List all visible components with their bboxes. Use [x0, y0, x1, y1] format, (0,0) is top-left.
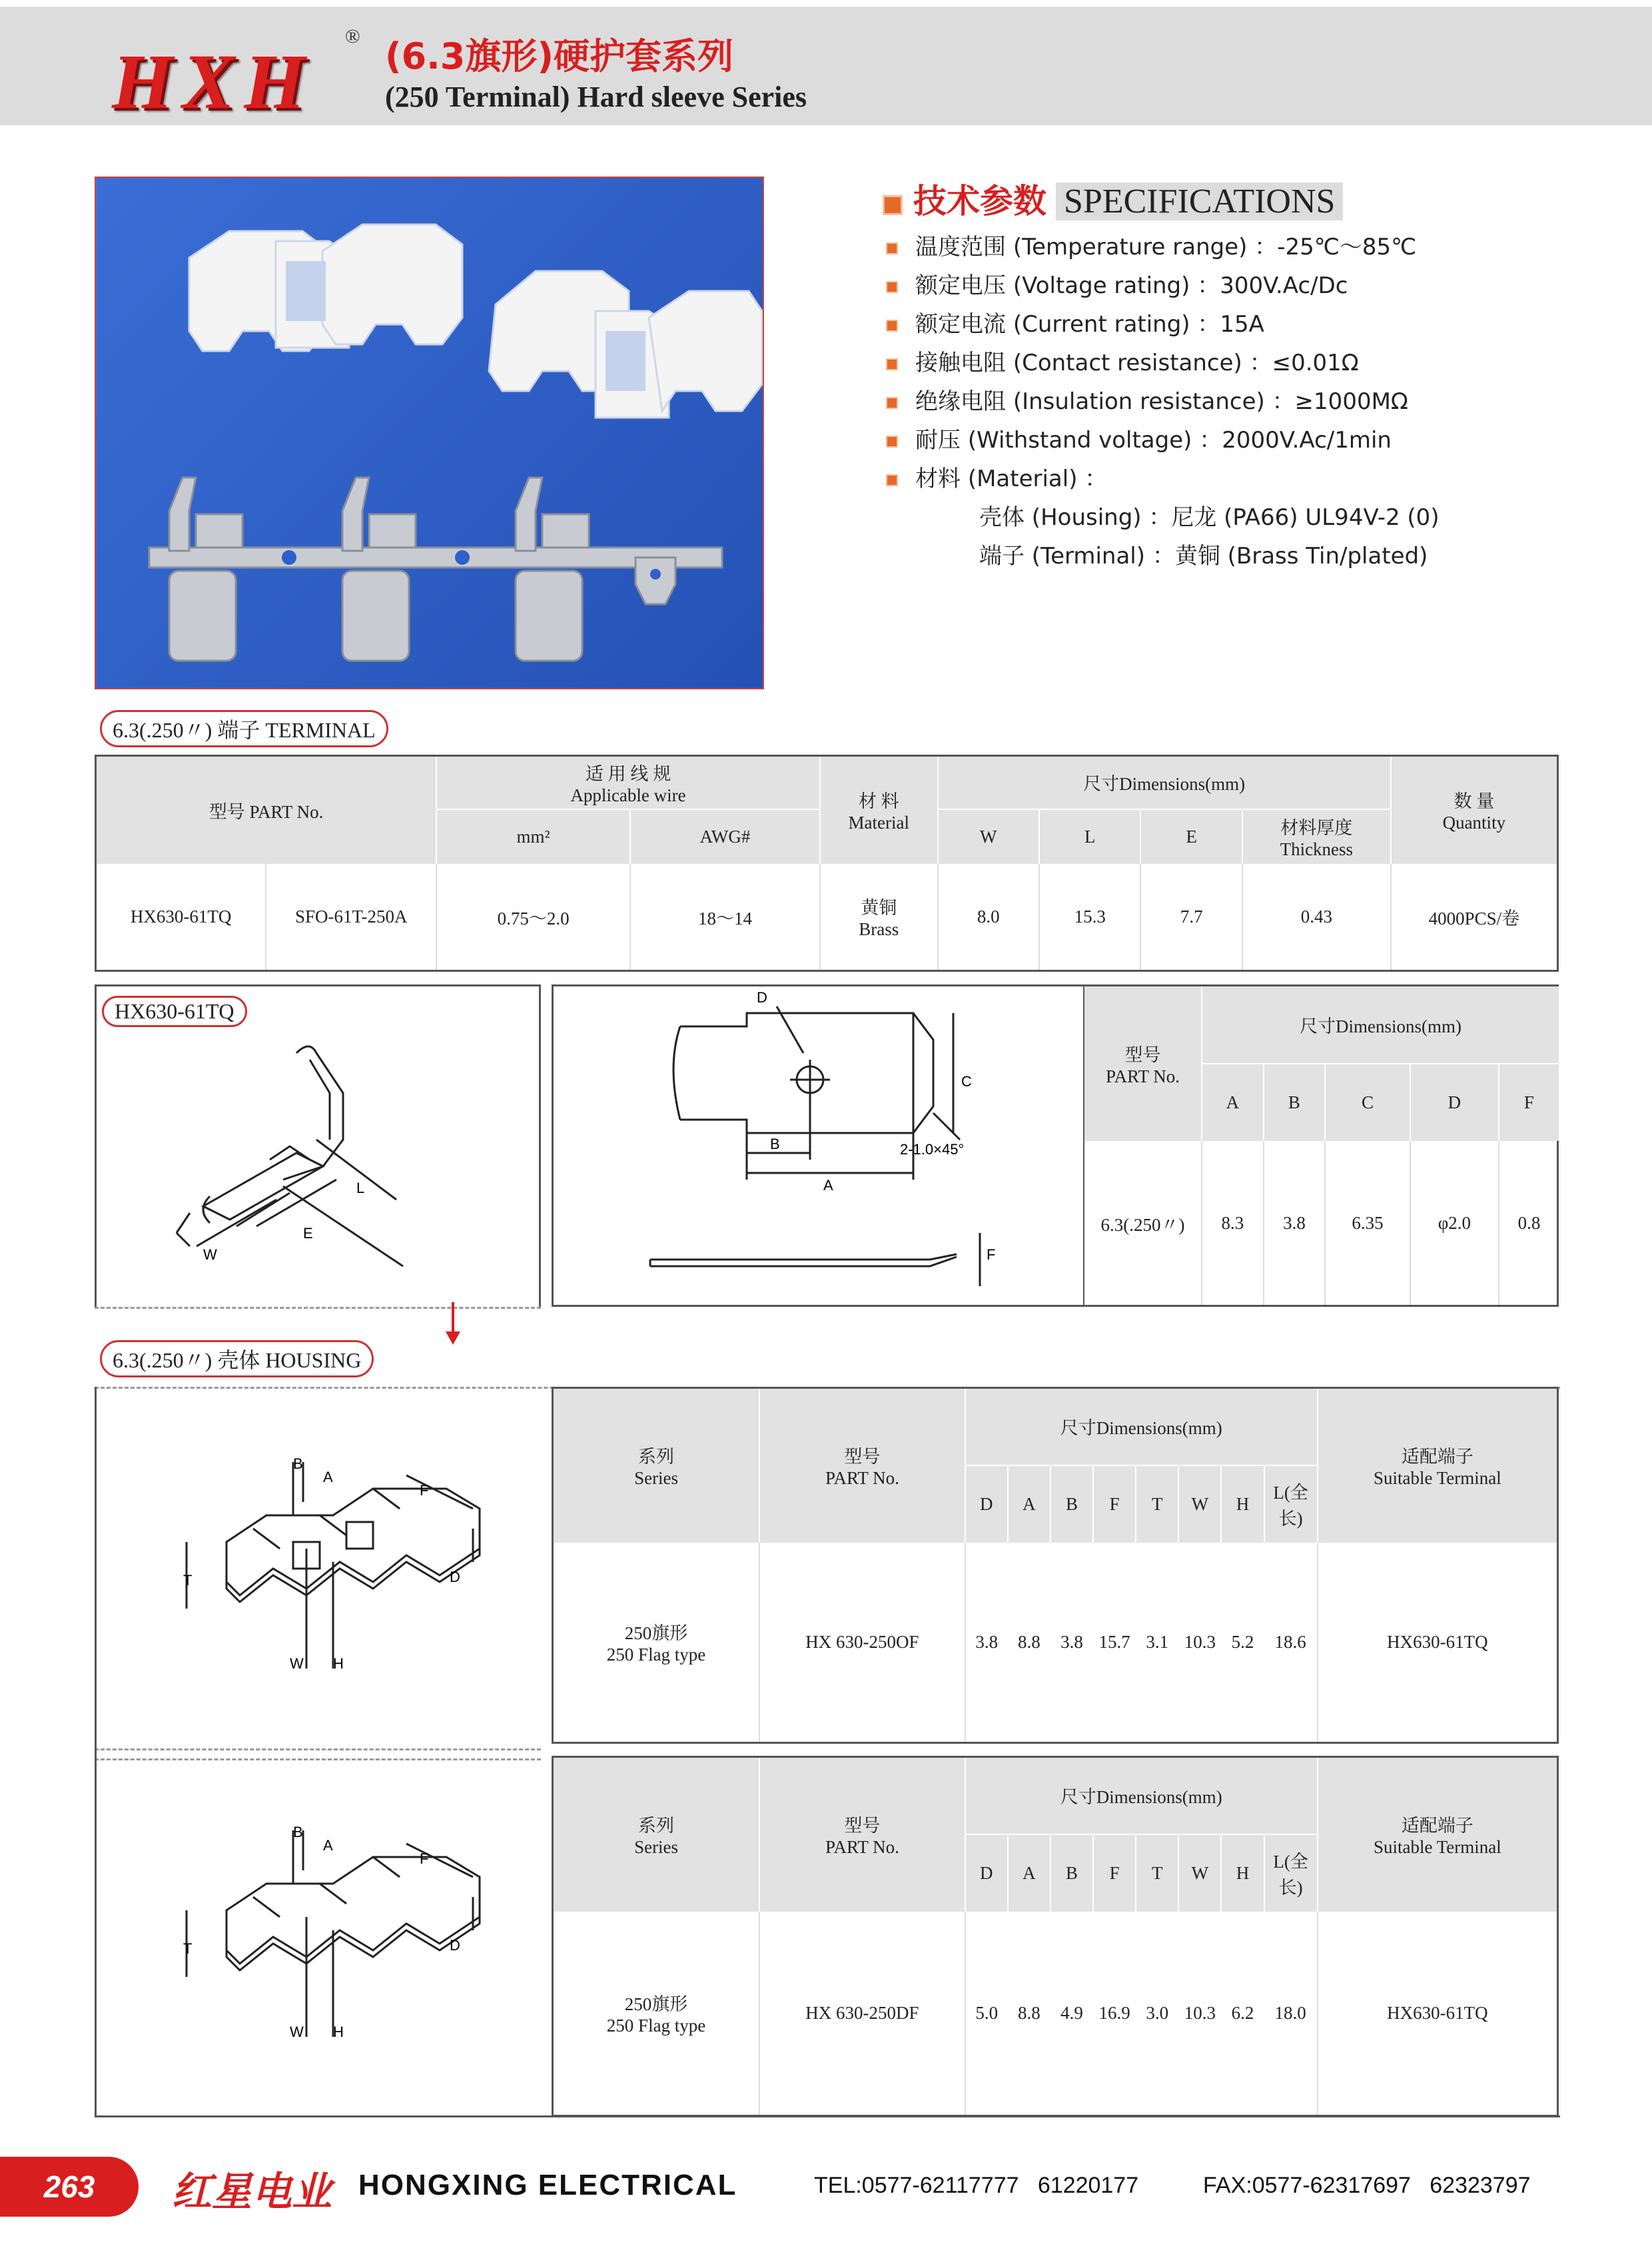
th-b: B [1264, 1064, 1326, 1141]
td-material-en: Brass [859, 919, 899, 940]
th-dim-col: F [1093, 1834, 1136, 1912]
drawing-label-h: H [333, 2024, 344, 2040]
housing-section-pill: 6.3(.250〃) 壳体 HOUSING [100, 1340, 374, 1377]
product-photo-illustration [96, 178, 763, 688]
page-title-en: (250 Terminal) Hard sleeve Series [385, 81, 807, 113]
td-dim: 3.8 [1060, 1631, 1083, 1652]
th-w: W [938, 809, 1039, 864]
drawing-label-e: E [303, 1225, 313, 1242]
th-part-en: PART No. [1106, 1066, 1180, 1086]
th-dim-col: B [1050, 1465, 1093, 1543]
td-d: φ2.0 [1410, 1141, 1499, 1305]
spec-label-cn: 耐压 [915, 427, 961, 454]
th-part [1084, 986, 1202, 1141]
th-dim-col: T [1136, 1465, 1178, 1543]
th-series [553, 1757, 760, 1912]
td-dim: 6.2 [1231, 2002, 1254, 2023]
spec-label-en: (Temperature range) [1013, 234, 1248, 260]
td-e: 7.7 [1140, 864, 1242, 971]
frame-line [95, 1387, 97, 2117]
th-dims: 尺寸Dimensions(mm) [965, 1757, 1318, 1834]
tab-flat-drawing [554, 986, 1083, 1306]
material-terminal [979, 538, 1428, 570]
drawing-label-b: B [293, 1455, 303, 1472]
table-row [1084, 1141, 1559, 1305]
drawing-label-f: F [987, 1246, 996, 1263]
spec-value: ：300V.Ac/Dc [1197, 272, 1348, 299]
table-row [96, 864, 1558, 971]
td-w: 8.0 [938, 864, 1039, 971]
drawing-label-b: B [293, 1824, 303, 1840]
material-label: 壳体 (Housing) [979, 504, 1142, 531]
spec-label-cn: 温度范围 [915, 234, 1006, 260]
bullet-icon [886, 320, 898, 332]
td-series [553, 1912, 760, 2116]
td-series-en: 250 Flag type [606, 1645, 706, 1665]
th-wire-en: Applicable wire [570, 785, 686, 805]
spec-value: ：≤0.01Ω [1249, 350, 1359, 376]
th-series-en: Series [634, 1468, 679, 1489]
th-series-cn: 系列 [638, 1447, 675, 1467]
td-dim: 3.1 [1146, 1631, 1169, 1652]
td-thickness: 0.43 [1242, 864, 1391, 971]
th-dims: 尺寸Dimensions(mm) [965, 1388, 1318, 1465]
spec-value: ：≥1000MΩ [1272, 388, 1408, 415]
dashed-divider [95, 1307, 541, 1309]
td-mm2: 0.75～2.0 [436, 864, 630, 971]
th-dim-col: H [1221, 1465, 1264, 1543]
td-b: 3.8 [1264, 1141, 1326, 1305]
drawing-label-chamfer: 2-1.0×45° [900, 1141, 965, 1158]
company-name-cn: 红星电业 [172, 2169, 332, 2215]
th-c: C [1325, 1064, 1410, 1141]
footer-fax: FAX:0577-62317697 62323797 [1203, 2173, 1531, 2198]
td-part: HX 630-250OF [759, 1543, 965, 1743]
bullet-icon [886, 358, 898, 370]
td-dim: 3.8 [965, 1543, 1008, 1743]
td-series-cn: 250旗形 [624, 1994, 688, 2015]
drawing-label-d: D [450, 1937, 460, 1954]
brand-logo: HXH [112, 38, 315, 125]
td-awg: 18～14 [630, 864, 820, 971]
down-arrow-icon [443, 1302, 463, 1349]
th-qty [1391, 756, 1558, 864]
th-l: L [1039, 809, 1140, 864]
th-dim-col: H [1221, 1834, 1264, 1912]
td-a: 8.3 [1202, 1141, 1264, 1305]
registered-mark: ® [345, 25, 360, 47]
th-dim-col: W [1178, 1834, 1221, 1912]
th-suitable [1318, 1757, 1558, 1912]
spec-row [886, 383, 1408, 416]
drawing-label-a: A [323, 1469, 333, 1485]
th-suitable-cn: 适配端子 [1401, 1816, 1473, 1836]
th-dim-col: F [1093, 1465, 1136, 1543]
page-title-cn: (6.3旗形)硬护套系列 [385, 35, 734, 77]
th-suitable-cn: 适配端子 [1401, 1447, 1473, 1467]
td-dim: 5.0 [965, 1912, 1008, 2116]
spec-row [886, 228, 1416, 261]
drawing-label-l: L [356, 1180, 365, 1196]
th-wire [436, 756, 820, 809]
housing-table-1 [552, 1387, 1559, 1744]
th-material [820, 756, 938, 864]
dashed-divider [95, 1758, 541, 1760]
td-dim: 8.8 [1018, 2002, 1040, 2023]
terminal-section-pill: 6.3(.250〃) 端子 TERMINAL [100, 710, 388, 747]
drawing-label-f: F [420, 1482, 429, 1499]
specifications-heading [883, 175, 1343, 222]
td-material [820, 864, 938, 971]
th-part-cn: 型号 [844, 1816, 881, 1836]
spec-value: ： [1084, 466, 1108, 492]
th-dim-col: D [965, 1834, 1008, 1912]
drawing-label-t: T [183, 1940, 193, 1957]
th-dim-col: B [1050, 1834, 1093, 1912]
spec-row [886, 460, 1107, 493]
th-a: A [1202, 1064, 1264, 1141]
terminal-drawing-pill: HX630-61TQ [102, 996, 247, 1027]
drawing-label-c: C [961, 1073, 972, 1090]
th-qty-en: Quantity [1442, 813, 1506, 833]
td-series-cn: 250旗形 [624, 1623, 688, 1644]
th-series-en: Series [634, 1837, 679, 1858]
th-awg: AWG# [630, 809, 820, 864]
th-dim-col: A [1008, 1834, 1050, 1912]
drawing-label-a: A [323, 1837, 333, 1854]
spec-row [886, 267, 1348, 300]
td-part: HX 630-250DF [759, 1912, 965, 2116]
th-series [553, 1388, 760, 1543]
bullet-icon [886, 242, 898, 254]
td-dim: 18.0 [1274, 2002, 1306, 2023]
spec-value: ：-25℃～85℃ [1254, 234, 1417, 260]
td-dim: 18.6 [1274, 1631, 1306, 1652]
drawing-label-f: F [420, 1850, 429, 1867]
spec-label-cn: 材料 [915, 466, 961, 492]
td-material-cn: 黄铜 [861, 898, 897, 919]
specifications-heading-en: SPECIFICATIONS [1056, 183, 1343, 220]
material-value: ：尼龙 (PA66) UL94V-2 (0) [1148, 504, 1440, 531]
spec-row [886, 422, 1392, 454]
td-suitable: HX630-61TQ [1318, 1543, 1558, 1743]
td-series [553, 1543, 760, 1743]
material-housing [979, 499, 1440, 532]
th-thickness-en: Thickness [1280, 839, 1354, 860]
td-f: 0.8 [1499, 1141, 1559, 1305]
spec-value: ：2000V.Ac/1min [1199, 427, 1392, 454]
td-part2: SFO-61T-250A [266, 864, 436, 971]
tab-dimension-table [1083, 986, 1559, 1305]
spec-label-en: (Insulation resistance) [1013, 388, 1265, 415]
bullet-icon [886, 281, 898, 293]
th-part [759, 1388, 965, 1543]
th-f: F [1499, 1064, 1559, 1141]
th-wire-cn: 适 用 线 规 [585, 763, 671, 784]
th-part-cn: 型号 [844, 1447, 881, 1467]
bullet-icon [886, 436, 898, 448]
td-qty: 4000PCS/卷 [1391, 864, 1558, 971]
tab-dimension-panel [552, 984, 1559, 1307]
th-dim-col: L(全长) [1264, 1465, 1318, 1543]
spec-row [886, 306, 1264, 338]
drawing-label-a: A [823, 1177, 833, 1194]
td-dim: 3.0 [1146, 2002, 1169, 2023]
drawing-label-w: W [203, 1246, 217, 1263]
spec-label-cn: 接触电阻 [915, 350, 1006, 376]
table-row [553, 1912, 1558, 2116]
terminal-table [95, 755, 1559, 972]
drawing-label-t: T [183, 1572, 193, 1589]
housing-drawing-1 [173, 1449, 486, 1688]
td-suitable: HX630-61TQ [1318, 1912, 1558, 2116]
product-photo [95, 177, 764, 689]
th-suitable-en: Suitable Terminal [1373, 1837, 1501, 1858]
spec-label-cn: 额定电流 [915, 311, 1006, 338]
material-label: 端子 (Terminal) [979, 543, 1146, 569]
td-l: 15.3 [1039, 864, 1140, 971]
spec-label-en: (Withstand voltage) [967, 427, 1192, 454]
td-part: 6.3(.250〃) [1100, 1214, 1185, 1235]
terminal-isometric-drawing [97, 986, 539, 1306]
th-d: D [1410, 1064, 1499, 1141]
th-dims: 尺寸Dimensions(mm) [938, 756, 1391, 809]
terminal-drawing-panel [95, 984, 541, 1307]
td-dim: 10.3 [1184, 1631, 1216, 1652]
spec-label-en: (Contact resistance) [1013, 350, 1242, 376]
td-dim: 8.8 [1018, 1631, 1040, 1652]
material-value: ：黄铜 (Brass Tin/plated) [1152, 543, 1428, 569]
heading-bullet-icon [883, 195, 903, 215]
th-part [759, 1757, 965, 1912]
drawing-label-h: H [333, 1655, 344, 1672]
table-row [553, 1543, 1558, 1743]
specifications-heading-cn: 技术参数 [913, 182, 1046, 220]
th-part-en: PART No. [825, 1468, 899, 1489]
drawing-label-d: D [757, 989, 767, 1006]
th-dim-col: A [1008, 1465, 1050, 1543]
th-part-cn: 型号 [1124, 1045, 1161, 1065]
th-thickness [1242, 809, 1391, 864]
spec-label-en: (Material) [967, 466, 1078, 492]
td-part1: HX630-61TQ [130, 906, 232, 927]
th-qty-cn: 数 量 [1453, 791, 1495, 812]
housing-table-2 [552, 1756, 1559, 2117]
td-dim: 16.9 [1098, 2002, 1130, 2023]
th-e: E [1140, 809, 1242, 864]
td-dim: 15.7 [1098, 1631, 1130, 1652]
spec-row [886, 344, 1359, 377]
drawing-label-b: B [770, 1136, 780, 1152]
th-dim-col: D [965, 1465, 1008, 1543]
th-dims: 尺寸Dimensions(mm) [1202, 986, 1559, 1064]
th-part-en: PART No. [825, 1837, 899, 1858]
th-suitable [1318, 1388, 1558, 1543]
th-material-en: Material [848, 813, 909, 833]
th-dim-col: T [1136, 1834, 1178, 1912]
housing-drawing-2 [173, 1817, 486, 2057]
dashed-divider [95, 1748, 541, 1750]
spec-label-en: (Current rating) [1013, 311, 1190, 338]
th-mm2: mm² [436, 809, 630, 864]
th-thickness-cn: 材料厚度 [1280, 818, 1353, 839]
spec-label-en: (Voltage rating) [1013, 272, 1190, 299]
th-dim-col: L(全长) [1264, 1834, 1318, 1912]
th-material-cn: 材 料 [858, 791, 899, 812]
bullet-icon [886, 474, 898, 486]
td-dim: 5.2 [1231, 1631, 1254, 1652]
td-dim: 10.3 [1184, 2002, 1216, 2023]
drawing-label-w: W [290, 1655, 304, 1672]
spec-value: ：15A [1197, 311, 1264, 338]
th-part: 型号 PART No. [208, 801, 324, 822]
drawing-label-w: W [290, 2024, 304, 2040]
company-name-en: HONGXING ELECTRICAL [358, 2169, 737, 2201]
bullet-icon [886, 397, 898, 409]
td-dim: 4.9 [1060, 2002, 1083, 2023]
td-c: 6.35 [1325, 1141, 1410, 1305]
th-dim-col: W [1178, 1465, 1221, 1543]
td-series-en: 250 Flag type [606, 2016, 706, 2036]
drawing-label-d: D [450, 1569, 460, 1585]
th-series-cn: 系列 [638, 1816, 675, 1836]
page-number: 263 [0, 2157, 139, 2217]
spec-label-cn: 额定电压 [915, 272, 1006, 299]
th-suitable-en: Suitable Terminal [1373, 1468, 1501, 1489]
spec-label-cn: 绝缘电阻 [915, 388, 1006, 415]
footer-tel: TEL:0577-62117777 61220177 [814, 2173, 1139, 2198]
